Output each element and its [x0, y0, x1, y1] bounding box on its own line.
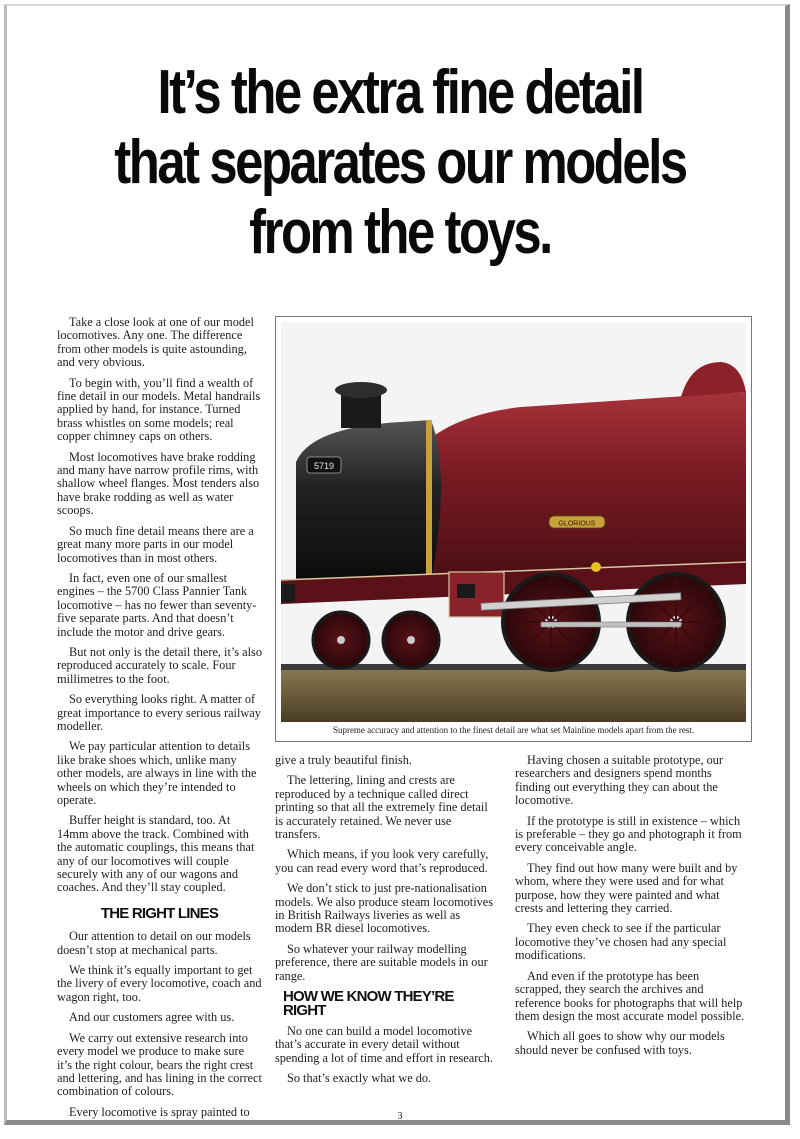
paragraph: They find out how many were built and by whom, where they were used and for what purpose, how they were painted and what crests and lettering they carried. — [515, 860, 738, 916]
paragraph: Which means, if you look very carefully, you can read every word that’s reproduced. — [275, 847, 489, 875]
paragraph: So whatever your railway modelling preference, there are suitable models in our range. — [275, 941, 488, 983]
paragraph: But not only is the detail there, it’s also reproduced accurately to scale. Four millimetres to the foot. — [57, 644, 262, 686]
paragraph: We pay particular attention to details like brake shoes which, unlike many other models, are always in line with the wheels on which they’re intended to operate. — [57, 739, 257, 807]
paragraph: No one can build a model locomotive that’s accurate in every detail without spending a lot of time and effort in research. — [275, 1023, 493, 1065]
paragraph: We carry out extensive research into every model we produce to make sure it’s the right colour, bears the right crest and lettering, and has lining in the correct combination of colours. — [57, 1030, 262, 1099]
paragraph: Most locomotives have brake rodding and many have narrow profile rims, with shallow wheel flanges. Most tenders also have brake rodding as well as water scoops. — [57, 449, 260, 518]
brochure-page — [4, 4, 790, 1125]
photo-caption: Supreme accuracy and attention to the finest detail are what set Mainline models apart from the rest. — [332, 725, 695, 735]
paragraph: So that’s exactly what we do. — [287, 1071, 432, 1086]
locomotive-photo-frame — [275, 316, 752, 742]
headline-line-2: that separates our models — [114, 128, 686, 197]
paragraph: In fact, even one of our smallest engines – the 5700 Class Pannier Tank locomotive – has no fewer than seventy-five separate parts. And that doesn’t include the motor and drive gears. — [57, 570, 257, 639]
headline-line-3: from the toys. — [249, 198, 551, 267]
paragraph: And our customers agree with us. — [69, 1010, 235, 1025]
paragraph: So much fine detail means there are a great many more parts in our model locomotives than in most others. — [57, 523, 254, 565]
paragraph: The lettering, lining and crests are reproduced by a technique called direct printing so that all the extremely fine detail is accurately retained. We never use transfers. — [275, 773, 488, 842]
paragraph: Buffer height is standard, too. At 14mm above the track. Combined with the automatic couplings, this means that any of our locomotives will couple securely with any of our wagons and coaches. And they’ll stay coupled. — [57, 813, 255, 895]
headline — [78, 58, 723, 268]
paragraph: give a truly beautiful finish. — [275, 753, 412, 767]
paragraph: They even check to see if the particular locomotive they’ve chosen had any special modifications. — [515, 921, 727, 963]
paragraph: If the prototype is still in existence – which is preferable – they go and photograph it from every conceivable angle. — [515, 813, 742, 855]
paragraph: We don’t stick to just pre-nationalisation models. We also produce steam locomotives in British Railways liveries as well as modern BR diesel locomotives. — [275, 881, 494, 936]
paragraph: Which all goes to show why our models should never be confused with toys. — [515, 1029, 725, 1057]
body-column-2 — [275, 754, 497, 1093]
paragraph: Having chosen a suitable prototype, our researchers and designers spend months finding out everything they can about the locomotive. — [515, 753, 724, 808]
page-number: 3 — [397, 1111, 403, 1122]
body-column-1 — [57, 316, 262, 1126]
paragraph: We think it’s equally important to get the livery of every locomotive, coach and wagon right, too. — [57, 963, 262, 1004]
locomotive-illustration — [281, 322, 746, 722]
paragraph: Every locomotive is spray painted to — [69, 1104, 250, 1119]
paragraph: Our attention to detail on our models doesn’t stop at mechanical parts. — [57, 929, 251, 957]
number-plate: 5719 — [313, 461, 335, 471]
nameplate: GLORIOUS — [558, 520, 596, 528]
headline-line-1: It’s the extra fine detail — [157, 58, 643, 127]
subhead-the-right-lines: THE RIGHT LINES — [100, 904, 219, 922]
paragraph: To begin with, you’ll find a wealth of fine detail in our models. Metal handrails applied by hand, for instance. Turned brass whistles on some models; real copper chimney caps on others. — [57, 375, 261, 444]
locomotive-photo — [281, 322, 746, 722]
paragraph: Take a close look at one of our model locomotives. Any one. The difference from other models is quite astounding, and very obvious. — [57, 315, 254, 370]
paragraph: So everything looks right. A matter of great importance to every serious railway modeller. — [57, 692, 261, 733]
subhead-how-we-know: HOW WE KNOW THEY’RE RIGHT — [283, 988, 454, 1019]
body-column-3 — [515, 754, 747, 1064]
paragraph: And even if the prototype has been scrapped, they search the archives and reference books for photographs that will help them design the most accurate model possible. — [515, 968, 745, 1023]
